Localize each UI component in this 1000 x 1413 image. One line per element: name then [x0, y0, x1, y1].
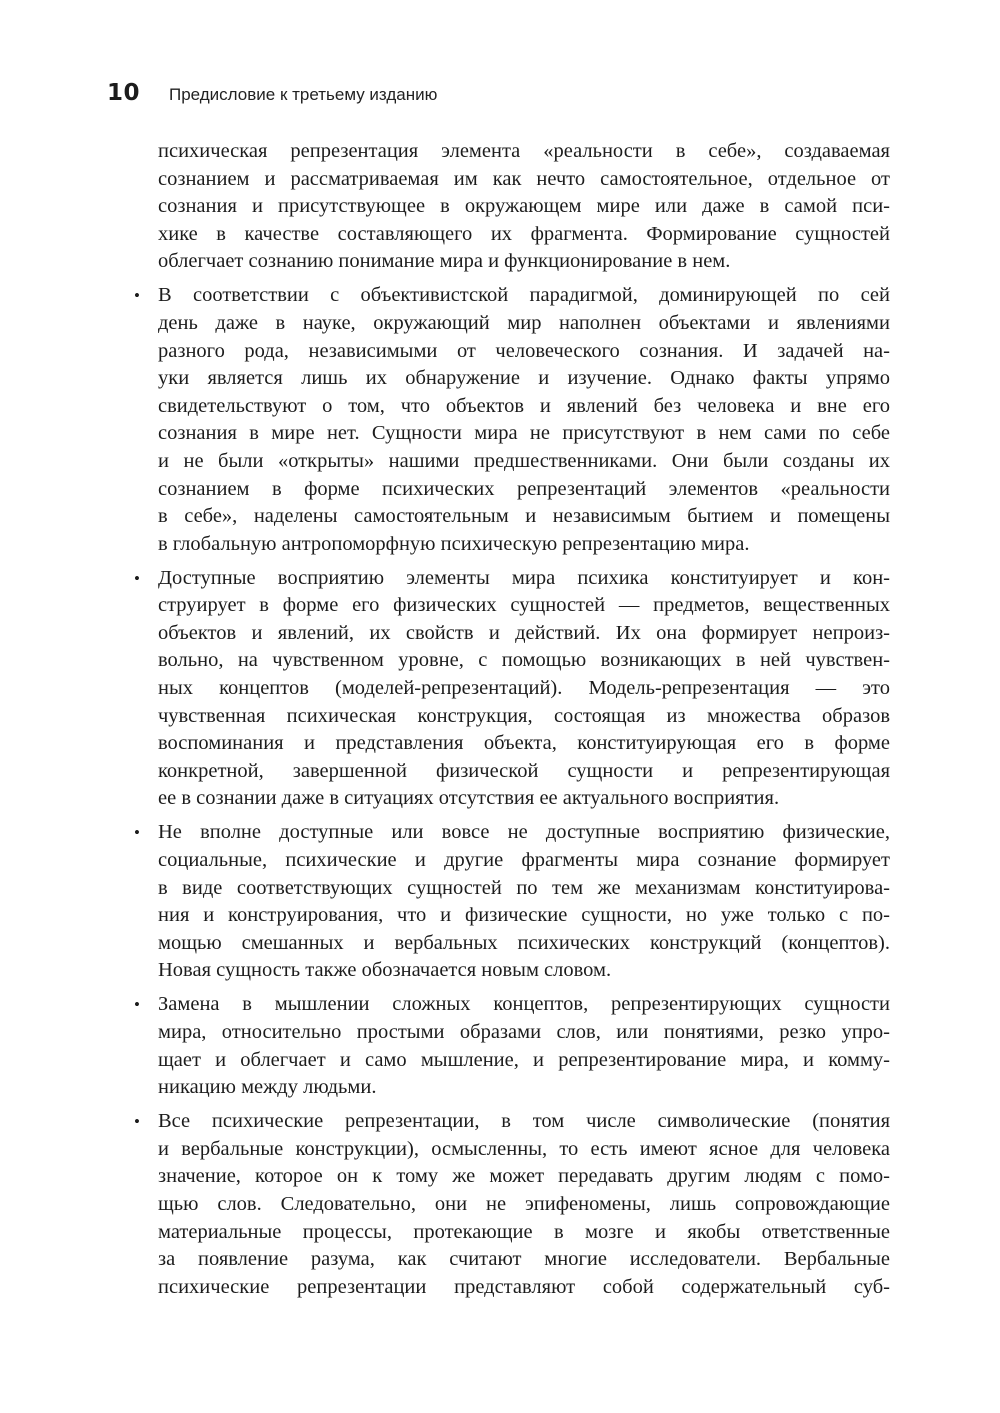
text-line: в виде соответствующих сущностей по тем же механизмам конституирова-: [158, 876, 890, 899]
text-line: хике в качестве составляющего их фрагмента. Формирование сущностей: [158, 222, 890, 245]
bullet-icon: •: [134, 1112, 140, 1132]
page-number: 10: [107, 80, 141, 106]
bullet-icon: •: [134, 286, 140, 306]
bullet-item: [134, 819, 890, 985]
text-line: свидетельствуют о том, что объектов и явлений без человека и вне его: [158, 394, 890, 417]
text-line: объектов и явлений, их свойств и действий. Их она формирует непроиз-: [158, 621, 890, 644]
text-line: Доступные восприятию элементы мира психика конституирует и кон-: [158, 566, 890, 589]
text-line: сознанием и рассматриваемая им как нечто самостоятельное, отдельное от: [158, 167, 890, 190]
text-line: чувственная психическая конструкция, состоящая из множества образов: [158, 704, 890, 727]
text-line: щью слов. Следовательно, они не эпифеномены, лишь сопровождающие: [158, 1192, 890, 1215]
text-line: ния и конструирования, что и физические сущности, но уже только с по-: [158, 904, 890, 927]
bullet-item: [134, 1108, 890, 1301]
text-line: никацию между людьми.: [158, 1076, 377, 1099]
text-line: в глобальную антропоморфную психическую репрезентацию мира.: [158, 532, 750, 555]
bullet-icon: •: [134, 995, 140, 1015]
text-line: материальные процессы, протекающие в мозге и якобы ответственные: [158, 1220, 890, 1243]
text-line: ее в сознании даже в ситуациях отсутствия ее актуального восприятия.: [158, 787, 780, 810]
page-body: [134, 138, 890, 1301]
text-line: Не вполне доступные или вовсе не доступные восприятию физические,: [158, 821, 890, 844]
bullet-icon: •: [134, 823, 140, 843]
text-line: воспоминания и представления объекта, конституирующая его в форме: [158, 732, 890, 755]
text-line: конкретной, завершенной физической сущности и репрезентирующая: [158, 759, 890, 782]
text-line: Новая сущность также обозначается новым словом.: [158, 959, 612, 982]
text-line: уки является лишь их обнаружение и изучение. Однако факты упрямо: [158, 367, 890, 390]
intro-paragraph: [158, 138, 890, 276]
text-line: сознания и присутствующее в окружающем мире или даже в самой пси-: [158, 195, 890, 218]
text-line: сознания в мире нет. Сущности мира не присутствуют в нем сами по себе: [158, 422, 890, 445]
bullet-icon: •: [134, 568, 140, 588]
text-line: В соответствии с объективистской парадигмой, доминирующей по сей: [158, 284, 890, 307]
text-line: в себе», наделены самостоятельным и независимым бытием и помещены: [158, 505, 890, 528]
text-line: за появление разума, как считают многие исследователи. Вербальные: [158, 1248, 890, 1271]
bullet-item: [134, 991, 890, 1101]
bullet-item: [134, 565, 890, 813]
text-line: психические репрезентации представляют собой содержательный суб-: [158, 1275, 890, 1298]
text-line: мощью смешанных и вербальных психических конструкций (концептов).: [158, 931, 890, 954]
text-line: значение, которое он к тому же может передавать другим людям с помо-: [158, 1165, 890, 1188]
text-line: день даже в науке, окружающий мир наполнен объектами и явлениями: [158, 311, 890, 334]
page-header: [107, 80, 437, 110]
text-line: щает и облегчает и само мышление, и репрезентирование мира, и комму-: [158, 1048, 890, 1071]
text-line: психическая репрезентация элемента «реальности в себе», создаваемая: [158, 140, 890, 162]
bullet-item: [134, 282, 890, 558]
text-line: ных концептов (моделей-репрезентаций). Модель-репрезентация — это: [158, 677, 890, 700]
text-line: вольно, на чувственном уровне, с помощью возникающих в ней чувствен-: [158, 649, 890, 672]
text-line: разного рода, независимыми от человеческого сознания. И задачей на-: [158, 339, 890, 362]
running-title: Предисловие к третьему изданию: [169, 85, 438, 104]
text-line: социальные, психические и другие фрагменты мира сознание формирует: [158, 849, 890, 872]
text-line: Все психические репрезентации, в том числе символические (понятия: [158, 1110, 890, 1133]
text-line: струирует в форме его физических сущностей — предметов, вещественных: [158, 594, 890, 617]
text-line: и не были «открыты» нашими предшественниками. Они были созданы их: [158, 449, 890, 472]
text-line: сознанием в форме психических репрезентаций элементов «реальности: [158, 477, 890, 500]
text-line: облегчает сознанию понимание мира и функционирование в нем.: [158, 250, 731, 273]
text-line: Замена в мышлении сложных концептов, репрезентирующих сущности: [158, 993, 890, 1016]
text-line: мира, относительно простыми образами слов, или понятиями, резко упро-: [158, 1020, 890, 1043]
text-line: и вербальные конструкции), осмысленны, то есть имеют ясное для человека: [158, 1137, 890, 1160]
